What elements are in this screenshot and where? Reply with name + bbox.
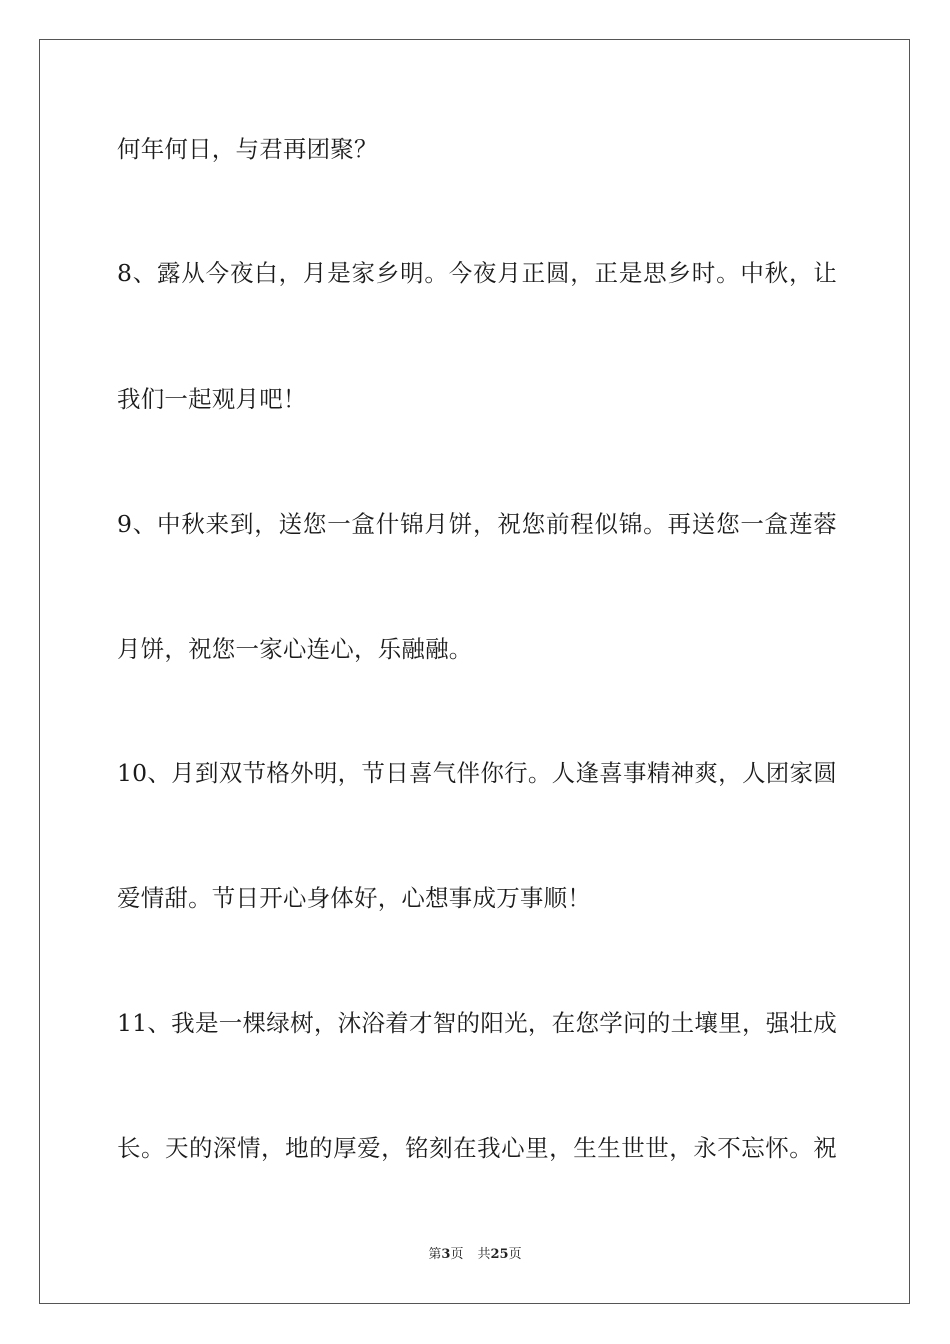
page-suffix: 页 — [450, 1247, 464, 1262]
page-number: 3 — [441, 1247, 451, 1262]
text-line-8: 11、我是一棵绿树，沐浴着才智的阳光，在您学问的土壤里，强壮成 — [117, 1009, 837, 1037]
text-line-6: 10、月到双节格外明，节日喜气伴你行。人逢喜事精神爽，人团家圆 — [117, 759, 837, 787]
page-border — [39, 39, 910, 1304]
total-suffix: 页 — [508, 1247, 522, 1262]
text-line-1: 何年何日，与君再团聚？ — [117, 135, 378, 163]
text-line-2: 8、露从今夜白，月是家乡明。今夜月正圆，正是思乡时。中秋，让 — [117, 259, 837, 287]
total-prefix: 共 — [477, 1247, 491, 1262]
page-footer — [0, 1246, 950, 1264]
text-line-9: 长。天的深情，地的厚爱，铭刻在我心里，生生世世，永不忘怀。祝 — [117, 1134, 837, 1162]
text-line-7: 爱情甜。节日开心身体好，心想事成万事顺！ — [117, 884, 591, 912]
text-line-5: 月饼，祝您一家心连心，乐融融。 — [117, 635, 473, 663]
text-line-4: 9、中秋来到，送您一盒什锦月饼，祝您前程似锦。再送您一盒莲蓉 — [117, 510, 837, 538]
text-line-3: 我们一起观月吧！ — [117, 385, 307, 413]
total-pages: 25 — [490, 1247, 509, 1262]
page-prefix: 第 — [428, 1247, 442, 1262]
